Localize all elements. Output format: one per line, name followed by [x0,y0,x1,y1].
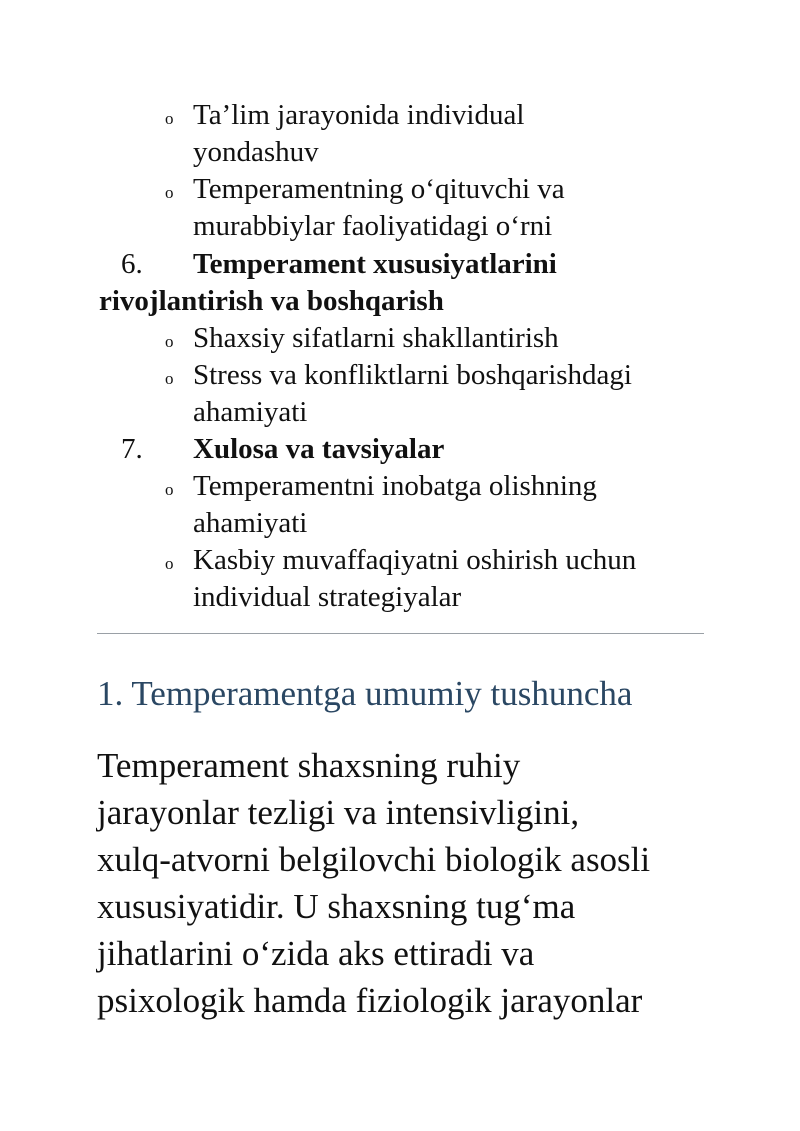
outline-line: Kasbiy muvaffaqiyatni oshirish uchun [193,544,637,576]
bullet-icon: o [165,369,174,388]
bullet-icon: o [165,109,174,128]
horizontal-divider [97,633,704,634]
bullet-icon: o [165,554,174,573]
paragraph-line: jihatlarini o‘zida aks ettiradi va [97,934,535,973]
section-heading: 1. Temperamentga umumiy tushuncha [97,674,633,713]
item-number: 7. [121,433,143,465]
paragraph-line: psixologik hamda fiziologik jarayonlar [97,981,643,1020]
outline-line: Temperamentni inobatga olishning [193,470,597,502]
outline-line: Stress va konfliktlarni boshqarishdagi [193,359,632,391]
outline-line: Xulosa va tavsiyalar [193,433,445,465]
outline-line: Shaxsiy sifatlarni shakllantirish [193,322,559,354]
outline-numbered-item [121,431,706,468]
body-paragraph [97,742,737,1024]
outline-line: individual strategiyalar [193,581,462,613]
outline-line: Ta’lim jarayonida individual [193,99,525,131]
item-number: 6. [121,248,143,280]
outline-subitem [165,357,753,431]
outline-line: rivojlantirish va boshqarish [99,285,444,317]
paragraph-line: Temperament shaxsning ruhiy [97,746,521,785]
outline-subitem [165,320,753,357]
paragraph-line: xulq-atvorni belgilovchi biologik asosli [97,840,651,879]
outline-line: yondashuv [193,136,319,168]
outline-line: Temperament xususiyatlarini [193,248,557,280]
outline-line: Temperamentning o‘qituvchi va [193,173,565,205]
paragraph-line: jarayonlar tezligi va intensivligini, [97,793,580,832]
bullet-icon: o [165,332,174,351]
paragraph-line: xususiyatidir. U shaxsning tug‘ma [97,887,576,926]
outline-subitem [165,97,753,171]
bullet-icon: o [165,183,174,202]
outline-subitem [165,171,753,245]
outline-line: murabbiylar faoliyatidagi o‘rni [193,210,553,242]
outline-line: ahamiyati [193,396,308,428]
outline-subitem [165,542,753,616]
outline-line: ahamiyati [193,507,308,539]
outline-numbered-item [99,246,706,320]
outline-subitem [165,468,753,542]
bullet-icon: o [165,480,174,499]
